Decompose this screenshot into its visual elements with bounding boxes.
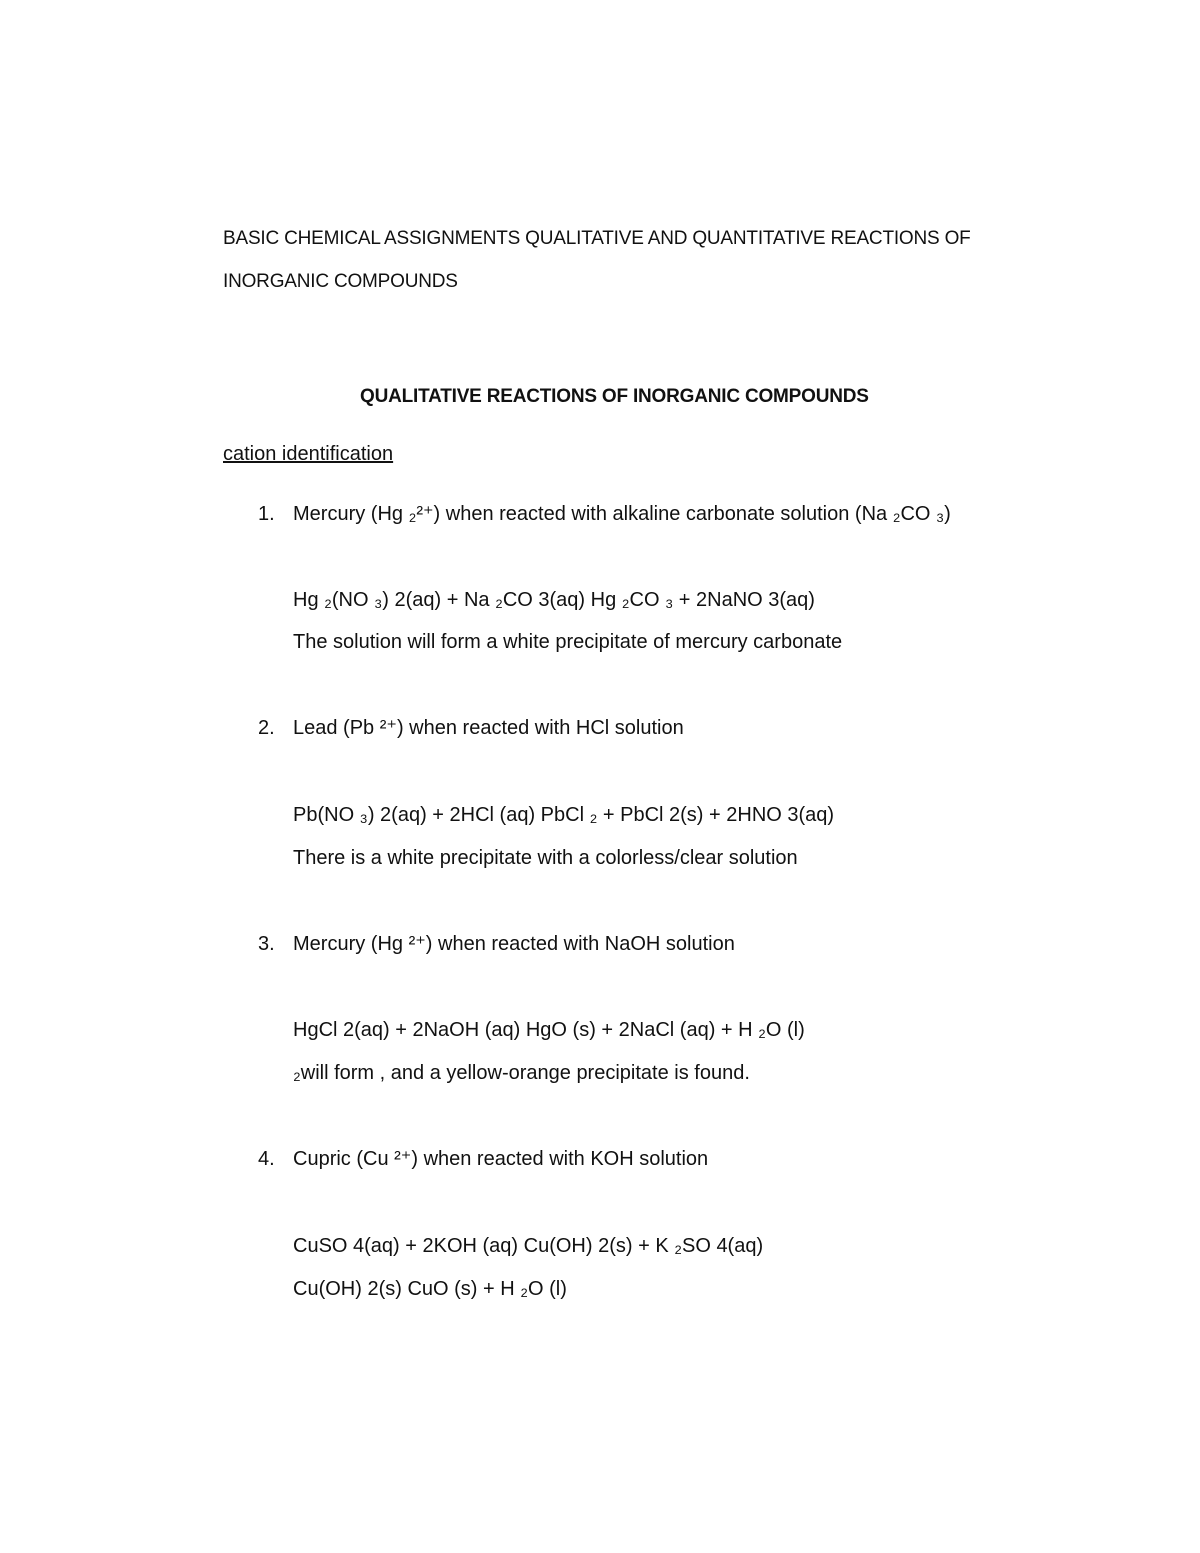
document-title-line-1: BASIC CHEMICAL ASSIGNMENTS QUALITATIVE AND QUANTITATIVE REACTIONS OF xyxy=(223,228,971,249)
observation-note: ₂will form , and a yellow-orange precipitate is found. xyxy=(293,1062,750,1084)
item-number: 4. xyxy=(258,1148,275,1170)
item-number: 3. xyxy=(258,933,275,955)
item-heading: Mercury (Hg ₂²⁺) when reacted with alkaline carbonate solution (Na ₂CO ₃) xyxy=(293,503,951,525)
item-heading: Lead (Pb ²⁺) when reacted with HCl solution xyxy=(293,717,684,739)
section-heading: QUALITATIVE REACTIONS OF INORGANIC COMPOUNDS xyxy=(360,386,869,407)
subsection-heading: cation identification xyxy=(223,443,394,465)
chemical-equation: CuSO 4(aq) + 2KOH (aq) Cu(OH) 2(s) + K ₂SO 4(aq) xyxy=(293,1235,764,1257)
reaction-equation: Cu(OH) 2(s) CuO (s) + H ₂O (l) xyxy=(293,1278,567,1300)
item-heading: Cupric (Cu ²⁺) when reacted with KOH solution xyxy=(293,1148,709,1170)
chemical-equation: Pb(NO ₃) 2(aq) + 2HCl (aq) PbCl ₂ + PbCl 2(s) + 2HNO 3(aq) xyxy=(293,804,835,826)
document-title-line-2: INORGANIC COMPOUNDS xyxy=(223,271,458,292)
observation-note: The solution will form a white precipitate of mercury carbonate xyxy=(293,631,843,653)
item-number: 1. xyxy=(258,503,275,525)
item-number: 2. xyxy=(258,717,275,739)
chemical-equation: Hg ₂(NO ₃) 2(aq) + Na ₂CO 3(aq) Hg ₂CO ₃ + 2NaNO 3(aq) xyxy=(293,589,815,611)
chemical-equation: HgCl 2(aq) + 2NaOH (aq) HgO (s) + 2NaCl (aq) + H ₂O (l) xyxy=(293,1019,805,1041)
observation-note: There is a white precipitate with a colorless/clear solution xyxy=(293,847,798,869)
item-heading: Mercury (Hg ²⁺) when reacted with NaOH solution xyxy=(293,933,735,955)
